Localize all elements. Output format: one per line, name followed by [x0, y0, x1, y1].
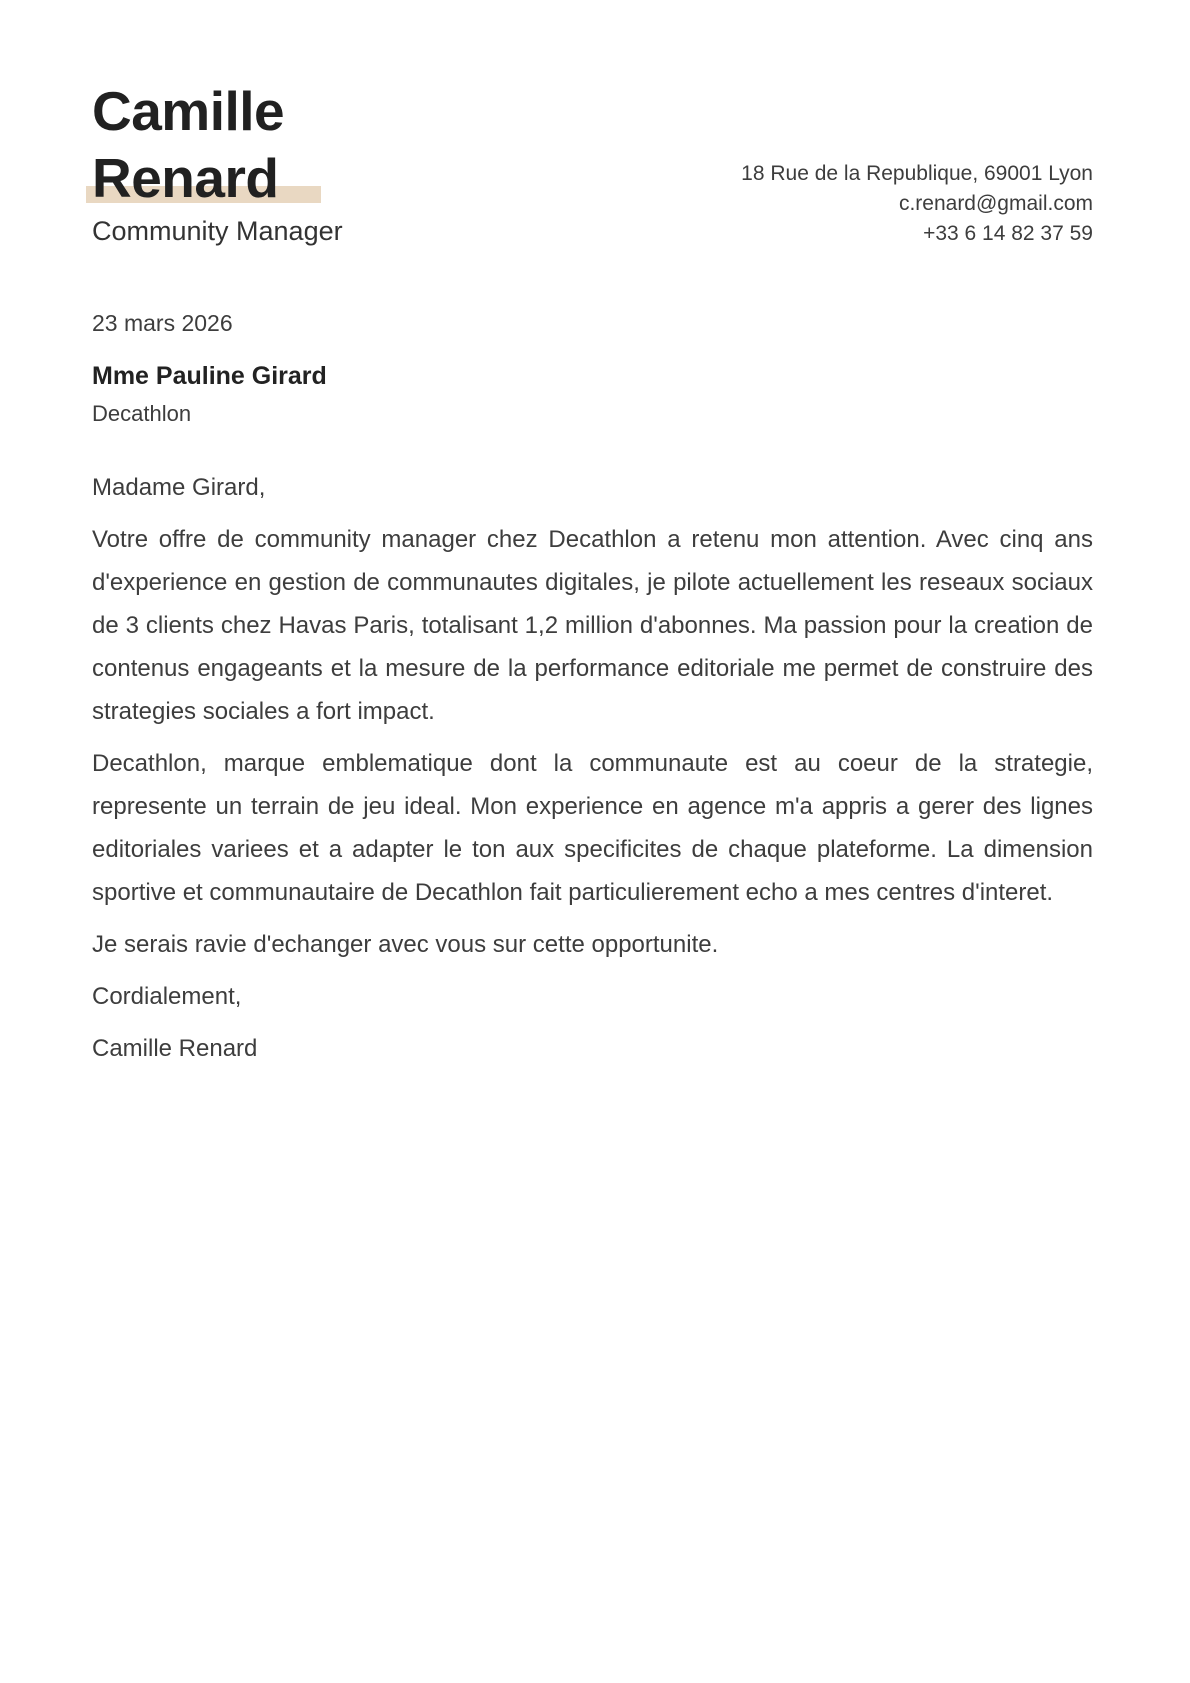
recipient-name: Mme Pauline Girard: [92, 362, 327, 390]
sender-identity: [92, 78, 343, 249]
recipient-company: Decathlon: [92, 401, 192, 426]
salutation: Madame Girard,: [92, 474, 266, 501]
letter-date: 23 mars 2026: [92, 310, 233, 336]
recipient-block: [92, 359, 1093, 429]
sender-first-name: Camille: [92, 80, 285, 142]
signature: Camille Renard: [92, 1035, 258, 1062]
body-paragraph-3: Je serais ravie d'echanger avec vous sur cette opportunite.: [92, 931, 719, 958]
body-paragraph-1: Votre offre de community manager chez Decathlon a retenu mon attention. Avec cinq ans d'experience en gestion de communautes digitales, je pilote actuellement les reseaux sociaux de 3 clients chez Havas Paris, totalisant 1,2 million d'abonnes. Ma passion pour la creation de contenus engageants et la mesure de la performance editoriale me permet de construire des strategies sociales a fort impact.: [92, 526, 1093, 725]
contact-phone: +33 6 14 82 37 59: [923, 222, 1093, 245]
contact-info: [741, 159, 1093, 249]
sender-job-title: Community Manager: [92, 216, 343, 246]
contact-address: 18 Rue de la Republique, 69001 Lyon: [741, 162, 1093, 185]
closing: Cordialement,: [92, 983, 242, 1010]
sender-last-name-line: [92, 145, 279, 212]
sender-name: [92, 78, 343, 212]
letter-body: [92, 466, 1093, 1070]
sender-last-name: Renard: [92, 147, 279, 209]
contact-email: c.renard@gmail.com: [898, 192, 1093, 215]
body-paragraph-2: Decathlon, marque emblematique dont la communaute est au coeur de la strategie, represente un terrain de jeu ideal. Mon experience en agence m'a appris a gerer des lignes editoriales variees et a adapter le ton aux specificites de chaque plateforme. La dimension sportive et communautaire de Decathlon fait particulierement echo a mes centres d'interet.: [92, 750, 1093, 906]
letter-header: [92, 78, 1093, 249]
